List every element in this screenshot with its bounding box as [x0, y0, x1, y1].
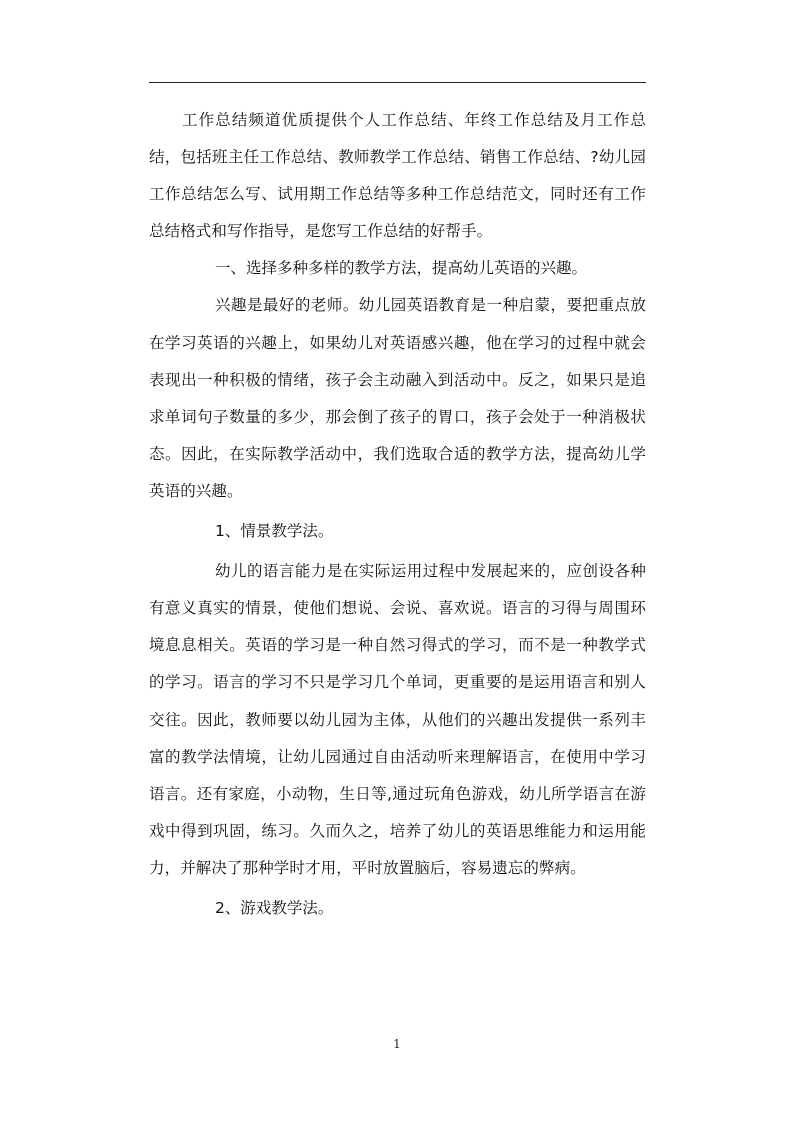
header-rule: [149, 82, 646, 83]
intro-paragraph: 工作总结频道优质提供个人工作总结、年终工作总结及月工作总结，包括班主任工作总结、教师教学工作总结、销售工作总结、?幼儿园工作总结怎么写、试用期工作总结等多种工作总结范文，同时还有工作总结格式和写作指导，是您写工作总结的好帮手。: [149, 111, 646, 241]
body-paragraph-situational: 幼儿的语言能力是在实际运用过程中发展起来的，应创设各种有意义真实的情景，使他们想说、会说、喜欢说。语言的习得与周围环境息息相关。英语的学习是一种自然习得式的学习，而不是一种教学式的学习。语言的学习不只是学习几个单词，更重要的是运用语言和别人交往。因此，教师要以幼儿园为主体，从他们的兴趣出发提供一系列丰富的教学法情境，让幼儿园通过自由活动听来理解语言，在使用中学习语言。还有家庭，小动物，生日等,通过玩角色游戏，幼儿所学语言在游戏中得到巩固，练习。久而久之，培养了幼儿的英语思维能力和运用能力，并解决了那种学时才用，平时放置脑后，容易遗忘的弊病。: [149, 562, 646, 877]
section-heading-1: 一、选择多种多样的教学方法，提高幼儿英语的兴趣。: [215, 259, 588, 278]
subsection-heading-2: 2、游戏教学法。: [215, 898, 334, 917]
page-number: 1: [393, 1037, 401, 1051]
body-paragraph-interest: 兴趣是最好的老师。幼儿园英语教育是一种启蒙，要把重点放在学习英语的兴趣上，如果幼儿对英语感兴趣，他在学习的过程中就会表现出一种积极的情绪，孩子会主动融入到活动中。反之，如果只是追求单词句子数量的多少，那会倒了孩子的胃口，孩子会处于一种消极状态。因此，在实际教学活动中，我们选取合适的教学方法，提高幼儿学英语的兴趣。: [149, 296, 646, 500]
document-body: [149, 102, 646, 927]
subsection-heading-1: 1、情景教学法。: [215, 522, 334, 541]
